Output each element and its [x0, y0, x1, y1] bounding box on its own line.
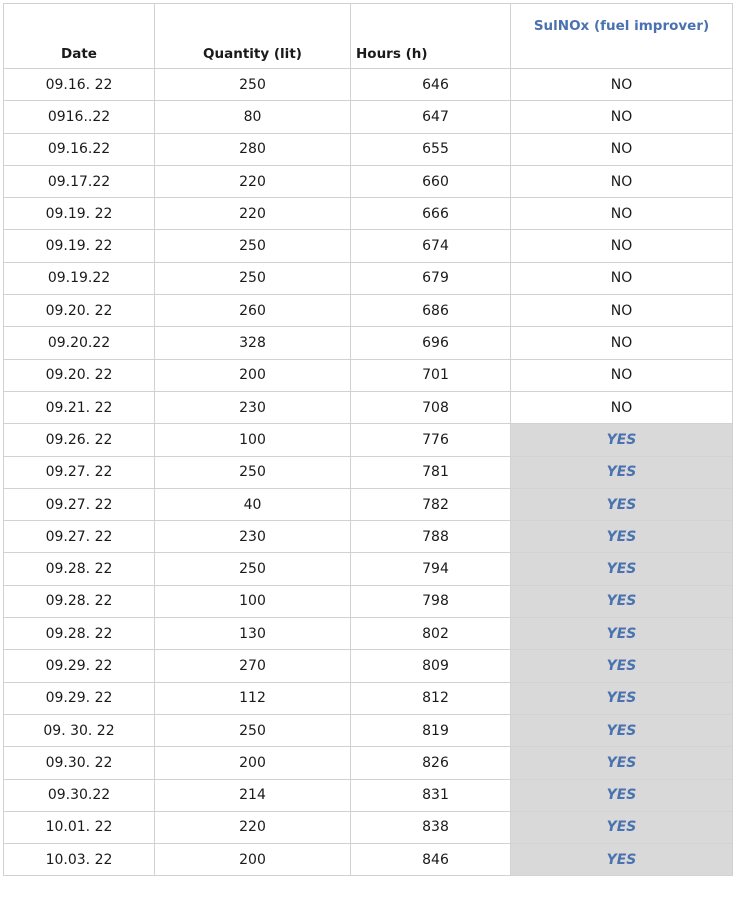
cell-quantity: 250 [155, 230, 351, 262]
cell-hours: 674 [351, 230, 511, 262]
cell-date: 09.16.22 [4, 133, 155, 165]
cell-sulnox: NO [511, 165, 733, 197]
cell-sulnox: YES [511, 456, 733, 488]
cell-quantity: 80 [155, 101, 351, 133]
cell-date: 09.17.22 [4, 165, 155, 197]
cell-sulnox: NO [511, 198, 733, 230]
table-body [4, 69, 733, 876]
cell-quantity: 220 [155, 811, 351, 843]
cell-quantity: 230 [155, 521, 351, 553]
cell-hours: 788 [351, 521, 511, 553]
table-row [4, 682, 733, 714]
cell-quantity: 280 [155, 133, 351, 165]
cell-date: 09.21. 22 [4, 391, 155, 423]
cell-sulnox: YES [511, 779, 733, 811]
cell-sulnox: NO [511, 69, 733, 101]
cell-hours: 846 [351, 844, 511, 876]
cell-date: 09.20. 22 [4, 295, 155, 327]
cell-quantity: 112 [155, 682, 351, 714]
table-row [4, 779, 733, 811]
cell-sulnox: NO [511, 327, 733, 359]
cell-date: 10.01. 22 [4, 811, 155, 843]
cell-quantity: 200 [155, 747, 351, 779]
cell-quantity: 250 [155, 553, 351, 585]
cell-sulnox: YES [511, 650, 733, 682]
column-header-date: Date [4, 4, 155, 69]
cell-date: 09.16. 22 [4, 69, 155, 101]
table-row [4, 650, 733, 682]
cell-quantity: 100 [155, 424, 351, 456]
cell-sulnox: YES [511, 521, 733, 553]
cell-date: 09.27. 22 [4, 521, 155, 553]
cell-hours: 666 [351, 198, 511, 230]
cell-date: 09. 30. 22 [4, 714, 155, 746]
cell-sulnox: YES [511, 618, 733, 650]
cell-sulnox: NO [511, 133, 733, 165]
cell-hours: 655 [351, 133, 511, 165]
cell-quantity: 220 [155, 165, 351, 197]
cell-date: 10.03. 22 [4, 844, 155, 876]
cell-quantity: 200 [155, 359, 351, 391]
cell-quantity: 250 [155, 69, 351, 101]
cell-hours: 838 [351, 811, 511, 843]
cell-sulnox: NO [511, 391, 733, 423]
cell-date: 09.28. 22 [4, 553, 155, 585]
column-header-sulnox: SulNOx (fuel improver) [511, 4, 733, 69]
cell-date: 09.19. 22 [4, 230, 155, 262]
cell-hours: 646 [351, 69, 511, 101]
cell-quantity: 250 [155, 714, 351, 746]
cell-hours: 798 [351, 585, 511, 617]
cell-hours: 802 [351, 618, 511, 650]
table-row [4, 521, 733, 553]
cell-date: 09.27. 22 [4, 488, 155, 520]
cell-date: 09.19. 22 [4, 198, 155, 230]
cell-date: 09.27. 22 [4, 456, 155, 488]
cell-sulnox: YES [511, 585, 733, 617]
cell-quantity: 328 [155, 327, 351, 359]
cell-hours: 819 [351, 714, 511, 746]
cell-sulnox: YES [511, 747, 733, 779]
cell-quantity: 130 [155, 618, 351, 650]
table-row [4, 714, 733, 746]
cell-hours: 794 [351, 553, 511, 585]
table-row [4, 327, 733, 359]
table-row [4, 391, 733, 423]
table-header-row [4, 4, 733, 69]
cell-date: 09.20.22 [4, 327, 155, 359]
table-row [4, 553, 733, 585]
cell-hours: 696 [351, 327, 511, 359]
fuel-log-table-container [3, 3, 732, 911]
fuel-log-table [3, 3, 733, 876]
cell-hours: 776 [351, 424, 511, 456]
cell-sulnox: NO [511, 101, 733, 133]
cell-hours: 782 [351, 488, 511, 520]
cell-sulnox: YES [511, 714, 733, 746]
cell-hours: 826 [351, 747, 511, 779]
cell-quantity: 230 [155, 391, 351, 423]
cell-date: 09.30.22 [4, 779, 155, 811]
column-header-hours: Hours (h) [351, 4, 511, 69]
table-row [4, 101, 733, 133]
cell-date: 09.20. 22 [4, 359, 155, 391]
cell-date: 09.26. 22 [4, 424, 155, 456]
table-row [4, 424, 733, 456]
table-row [4, 230, 733, 262]
cell-hours: 647 [351, 101, 511, 133]
cell-hours: 679 [351, 262, 511, 294]
cell-hours: 781 [351, 456, 511, 488]
table-row [4, 585, 733, 617]
table-row [4, 165, 733, 197]
cell-date: 09.30. 22 [4, 747, 155, 779]
cell-sulnox: NO [511, 359, 733, 391]
cell-hours: 708 [351, 391, 511, 423]
cell-quantity: 214 [155, 779, 351, 811]
column-header-quantity: Quantity (lit) [155, 4, 351, 69]
cell-quantity: 270 [155, 650, 351, 682]
cell-hours: 812 [351, 682, 511, 714]
cell-sulnox: NO [511, 230, 733, 262]
cell-hours: 809 [351, 650, 511, 682]
table-row [4, 359, 733, 391]
cell-quantity: 260 [155, 295, 351, 327]
cell-date: 09.29. 22 [4, 650, 155, 682]
table-row [4, 295, 733, 327]
cell-date: 09.28. 22 [4, 618, 155, 650]
cell-hours: 660 [351, 165, 511, 197]
cell-quantity: 250 [155, 262, 351, 294]
table-row [4, 69, 733, 101]
cell-sulnox: YES [511, 553, 733, 585]
table-row [4, 844, 733, 876]
cell-sulnox: YES [511, 682, 733, 714]
cell-sulnox: NO [511, 295, 733, 327]
cell-sulnox: YES [511, 424, 733, 456]
cell-date: 0916..22 [4, 101, 155, 133]
cell-quantity: 100 [155, 585, 351, 617]
table-row [4, 488, 733, 520]
cell-sulnox: YES [511, 811, 733, 843]
table-row [4, 133, 733, 165]
cell-quantity: 220 [155, 198, 351, 230]
cell-date: 09.29. 22 [4, 682, 155, 714]
cell-quantity: 200 [155, 844, 351, 876]
cell-hours: 701 [351, 359, 511, 391]
table-row [4, 811, 733, 843]
table-row [4, 747, 733, 779]
cell-quantity: 250 [155, 456, 351, 488]
table-row [4, 456, 733, 488]
cell-sulnox: YES [511, 844, 733, 876]
cell-sulnox: YES [511, 488, 733, 520]
table-row [4, 262, 733, 294]
cell-hours: 686 [351, 295, 511, 327]
cell-hours: 831 [351, 779, 511, 811]
cell-quantity: 40 [155, 488, 351, 520]
cell-sulnox: NO [511, 262, 733, 294]
table-row [4, 198, 733, 230]
cell-date: 09.28. 22 [4, 585, 155, 617]
cell-date: 09.19.22 [4, 262, 155, 294]
table-row [4, 618, 733, 650]
